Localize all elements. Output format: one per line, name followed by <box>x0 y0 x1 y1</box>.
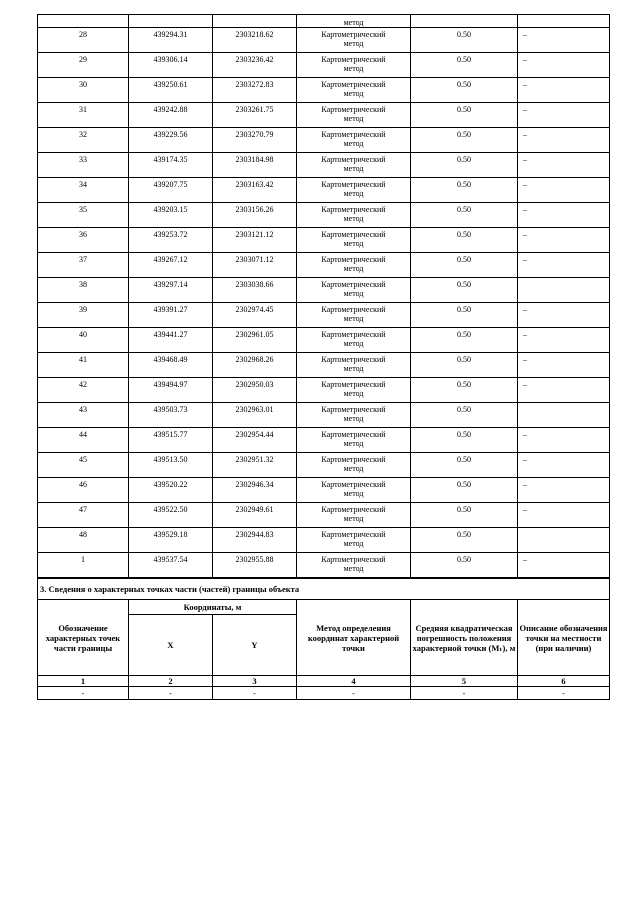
point-number-cell: 32 <box>38 128 129 153</box>
point-number-cell: 39 <box>38 303 129 328</box>
table-row <box>38 478 610 503</box>
empty-cell: - <box>129 687 213 700</box>
column-number: 3 <box>213 676 297 687</box>
method-cell <box>297 378 411 403</box>
accuracy-cell: 0.50 <box>411 128 518 153</box>
method-cell <box>297 278 411 303</box>
method-line-1: Картометрический <box>321 355 386 364</box>
y-coordinate-cell: 2303218.62 <box>213 28 297 53</box>
method-line-1: Картометрический <box>321 80 386 89</box>
description-cell: – <box>518 553 610 578</box>
x-coordinate-cell: 439537.54 <box>129 553 213 578</box>
method-line-1: Картометрический <box>321 180 386 189</box>
empty-cell: - <box>411 687 518 700</box>
point-number-cell: 30 <box>38 78 129 103</box>
column-number-row <box>38 676 610 687</box>
y-coordinate-cell: 2302961.05 <box>213 328 297 353</box>
method-cell <box>297 103 411 128</box>
coordinates-document <box>37 14 609 700</box>
description-cell: – <box>518 203 610 228</box>
method-line-2: метод <box>343 114 364 123</box>
x-coordinate-cell: 439242.88 <box>129 103 213 128</box>
table-row <box>38 503 610 528</box>
method-cell <box>297 203 411 228</box>
table-row <box>38 403 610 428</box>
accuracy-cell: 0.50 <box>411 203 518 228</box>
y-coordinate-cell: 2303163.42 <box>213 178 297 203</box>
description-cell: – <box>518 478 610 503</box>
table-row <box>38 178 610 203</box>
method-line-2: метод <box>343 89 364 98</box>
x-coordinate-cell: 439250.61 <box>129 78 213 103</box>
y-coordinate-cell: 2302954.44 <box>213 428 297 453</box>
description-cell: – <box>518 128 610 153</box>
table-row <box>38 453 610 478</box>
method-line-1: Картометрический <box>321 330 386 339</box>
method-cell <box>297 228 411 253</box>
y-coordinate-cell: 2303236.42 <box>213 53 297 78</box>
point-number-cell: 37 <box>38 253 129 278</box>
x-coordinate-cell: 439468.49 <box>129 353 213 378</box>
table-row <box>38 28 610 53</box>
column-number: 6 <box>518 676 610 687</box>
accuracy-cell: 0.50 <box>411 28 518 53</box>
point-number-cell: 46 <box>38 478 129 503</box>
description-cell: – <box>518 153 610 178</box>
y-coordinate-cell: 2302968.26 <box>213 353 297 378</box>
method-line-2: метод <box>343 239 364 248</box>
method-line-2: метод <box>343 39 364 48</box>
method-line-1: Картометрический <box>321 430 386 439</box>
accuracy-cell: 0.50 <box>411 303 518 328</box>
method-line-2: метод <box>343 464 364 473</box>
accuracy-cell: 0.50 <box>411 553 518 578</box>
method-line-1: Картометрический <box>321 305 386 314</box>
method-line-2: метод <box>343 539 364 548</box>
description-cell: – <box>518 303 610 328</box>
table-row <box>38 278 610 303</box>
accuracy-cell: 0.50 <box>411 228 518 253</box>
column-number: 4 <box>297 676 411 687</box>
method-line-2: метод <box>343 164 364 173</box>
y-coordinate-cell: 2302951.32 <box>213 453 297 478</box>
table-row <box>38 203 610 228</box>
method-cell <box>297 403 411 428</box>
table-row <box>38 353 610 378</box>
method-line-1: Картометрический <box>321 380 386 389</box>
method-line-2: метод <box>343 64 364 73</box>
method-line-1: Картометрический <box>321 205 386 214</box>
accuracy-cell: 0.50 <box>411 353 518 378</box>
point-number-cell: 36 <box>38 228 129 253</box>
method-line-2: метод <box>343 439 364 448</box>
method-cell <box>297 178 411 203</box>
table-row <box>38 103 610 128</box>
method-line-2: метод <box>343 264 364 273</box>
point-number-cell: 38 <box>38 278 129 303</box>
y-coordinate-cell: 2303071.12 <box>213 253 297 278</box>
column-number: 2 <box>129 676 213 687</box>
description-cell: – <box>518 503 610 528</box>
method-line-1: Картометрический <box>321 130 386 139</box>
method-line-1: Картометрический <box>321 230 386 239</box>
accuracy-cell: 0.50 <box>411 528 518 553</box>
point-number-cell: 43 <box>38 403 129 428</box>
description-cell <box>518 278 610 303</box>
point-number-cell: 44 <box>38 428 129 453</box>
x-coordinate-cell: 439267.12 <box>129 253 213 278</box>
point-number-cell: 35 <box>38 203 129 228</box>
y-coordinate-cell: 2302974.45 <box>213 303 297 328</box>
column-number: 5 <box>411 676 518 687</box>
method-cell <box>297 153 411 178</box>
x-coordinate-cell: 439294.31 <box>129 28 213 53</box>
y-header: Y <box>213 615 297 676</box>
empty-cell: - <box>518 687 610 700</box>
method-line-2: метод <box>343 514 364 523</box>
x-header: X <box>129 615 213 676</box>
x-coordinate-cell: 439513.50 <box>129 453 213 478</box>
empty-data-row <box>38 687 610 700</box>
point-number-cell: 33 <box>38 153 129 178</box>
description-cell: – <box>518 453 610 478</box>
y-coordinate-cell: 2302955.88 <box>213 553 297 578</box>
y-coordinate-cell: 2303121.12 <box>213 228 297 253</box>
method-cell <box>297 478 411 503</box>
accuracy-cell: 0.50 <box>411 428 518 453</box>
y-coordinate-cell: 2303184.98 <box>213 153 297 178</box>
y-coordinate-cell: 2302946.34 <box>213 478 297 503</box>
column-number: 1 <box>38 676 129 687</box>
table-row <box>38 303 610 328</box>
table-row <box>38 553 610 578</box>
accuracy-cell: 0.50 <box>411 403 518 428</box>
section-title: 3. Сведения о характерных точках части (частей) границы объекта <box>38 579 610 600</box>
accuracy-cell: 0.50 <box>411 478 518 503</box>
accuracy-header: Средняя квадратическая погрешность положения характерной точки (Mₜ), м <box>411 600 518 676</box>
coordinates-table <box>37 14 610 578</box>
accuracy-cell: 0.50 <box>411 328 518 353</box>
method-header: Метод определения координат характерной точки <box>297 600 411 676</box>
method-cell <box>297 128 411 153</box>
method-line-1: Картометрический <box>321 255 386 264</box>
y-coordinate-cell: 2303270.79 <box>213 128 297 153</box>
x-coordinate-cell: 439503.73 <box>129 403 213 428</box>
method-line-1: Картометрический <box>321 555 386 564</box>
method-line-1: Картометрический <box>321 155 386 164</box>
point-number-cell: 41 <box>38 353 129 378</box>
x-coordinate-cell: 439207.75 <box>129 178 213 203</box>
x-coordinate-cell: 439297.14 <box>129 278 213 303</box>
description-cell: – <box>518 253 610 278</box>
method-cell <box>297 303 411 328</box>
accuracy-cell: 0.50 <box>411 153 518 178</box>
x-coordinate-cell: 439391.27 <box>129 303 213 328</box>
method-line-2: метод <box>343 289 364 298</box>
accuracy-cell: 0.50 <box>411 453 518 478</box>
accuracy-cell: 0.50 <box>411 103 518 128</box>
table-row <box>38 428 610 453</box>
method-cell: метод <box>297 15 411 28</box>
point-number-cell: 1 <box>38 553 129 578</box>
section3-table <box>37 578 610 700</box>
y-coordinate-cell: 2303156.26 <box>213 203 297 228</box>
x-coordinate-cell: 439515.77 <box>129 428 213 453</box>
x-coordinate-cell: 439494.97 <box>129 378 213 403</box>
method-cell <box>297 328 411 353</box>
accuracy-cell: 0.50 <box>411 278 518 303</box>
table-row <box>38 378 610 403</box>
method-cell <box>297 453 411 478</box>
point-number-cell: 47 <box>38 503 129 528</box>
point-number-cell: 34 <box>38 178 129 203</box>
description-cell: – <box>518 103 610 128</box>
method-cell <box>297 503 411 528</box>
accuracy-cell: 0.50 <box>411 378 518 403</box>
accuracy-cell: 0.50 <box>411 53 518 78</box>
point-number-cell: 48 <box>38 528 129 553</box>
table-row <box>38 328 610 353</box>
description-cell: – <box>518 328 610 353</box>
description-cell: – <box>518 78 610 103</box>
method-line-2: метод <box>343 314 364 323</box>
method-line-1: Картометрический <box>321 480 386 489</box>
method-line-2: метод <box>343 364 364 373</box>
x-coordinate-cell: 439174.35 <box>129 153 213 178</box>
x-coordinate-cell: 439520.22 <box>129 478 213 503</box>
y-coordinate-cell: 2302963.01 <box>213 403 297 428</box>
x-coordinate-cell: 439529.18 <box>129 528 213 553</box>
description-cell: – <box>518 228 610 253</box>
method-line-1: Картометрический <box>321 505 386 514</box>
method-cell <box>297 528 411 553</box>
method-cell <box>297 78 411 103</box>
empty-cell: - <box>297 687 411 700</box>
empty-cell: - <box>213 687 297 700</box>
empty-cell: - <box>38 687 129 700</box>
point-designation-header: Обозначение характерных точек части границы <box>38 600 129 676</box>
method-cell <box>297 28 411 53</box>
accuracy-cell: 0.50 <box>411 178 518 203</box>
method-line-2: метод <box>343 214 364 223</box>
point-number-cell: 40 <box>38 328 129 353</box>
y-coordinate-cell: 2302944.83 <box>213 528 297 553</box>
method-line-1: Картометрический <box>321 105 386 114</box>
x-coordinate-cell: 439253.72 <box>129 228 213 253</box>
description-cell <box>518 403 610 428</box>
method-cell <box>297 353 411 378</box>
point-number-cell: 45 <box>38 453 129 478</box>
y-coordinate-cell: 2303261.75 <box>213 103 297 128</box>
section-title-row <box>38 579 610 600</box>
y-coordinate-cell: 2303272.83 <box>213 78 297 103</box>
continued-row <box>38 15 610 28</box>
coordinates-header: Координаты, м <box>129 600 297 615</box>
description-cell: – <box>518 428 610 453</box>
method-line-2: метод <box>343 339 364 348</box>
table-row <box>38 528 610 553</box>
method-cell <box>297 553 411 578</box>
method-line-1: Картометрический <box>321 405 386 414</box>
x-coordinate-cell: 439306.14 <box>129 53 213 78</box>
y-coordinate-cell: 2302949.61 <box>213 503 297 528</box>
point-number-cell: 31 <box>38 103 129 128</box>
description-cell: – <box>518 28 610 53</box>
method-line-1: Картометрический <box>321 280 386 289</box>
method-line-1: Картометрический <box>321 55 386 64</box>
point-number-cell: 42 <box>38 378 129 403</box>
table-row <box>38 153 610 178</box>
method-line-2: метод <box>343 139 364 148</box>
method-line-1: Картометрический <box>321 455 386 464</box>
description-cell <box>518 528 610 553</box>
y-coordinate-cell: 2302950.03 <box>213 378 297 403</box>
point-number-cell: 29 <box>38 53 129 78</box>
description-cell: – <box>518 178 610 203</box>
accuracy-cell: 0.50 <box>411 503 518 528</box>
method-line-1: Картометрический <box>321 30 386 39</box>
method-line-2: метод <box>343 564 364 573</box>
x-coordinate-cell: 439229.56 <box>129 128 213 153</box>
method-cell <box>297 53 411 78</box>
table-row <box>38 253 610 278</box>
method-cell <box>297 253 411 278</box>
description-cell: – <box>518 378 610 403</box>
table-row <box>38 53 610 78</box>
x-coordinate-cell: 439203.15 <box>129 203 213 228</box>
method-line-1: Картометрический <box>321 530 386 539</box>
description-cell: – <box>518 53 610 78</box>
x-coordinate-cell: 439522.50 <box>129 503 213 528</box>
header-row-1 <box>38 600 610 615</box>
accuracy-cell: 0.50 <box>411 78 518 103</box>
table-row <box>38 78 610 103</box>
accuracy-cell: 0.50 <box>411 253 518 278</box>
method-line-2: метод <box>343 389 364 398</box>
table-row <box>38 228 610 253</box>
y-coordinate-cell: 2303038.66 <box>213 278 297 303</box>
description-header: Описание обозначения точки на местности (при наличии) <box>518 600 610 676</box>
description-cell: – <box>518 353 610 378</box>
method-cell <box>297 428 411 453</box>
method-line-2: метод <box>343 189 364 198</box>
x-coordinate-cell: 439441.27 <box>129 328 213 353</box>
method-line-2: метод <box>343 489 364 498</box>
table-row <box>38 128 610 153</box>
method-line-2: метод <box>343 414 364 423</box>
point-number-cell: 28 <box>38 28 129 53</box>
